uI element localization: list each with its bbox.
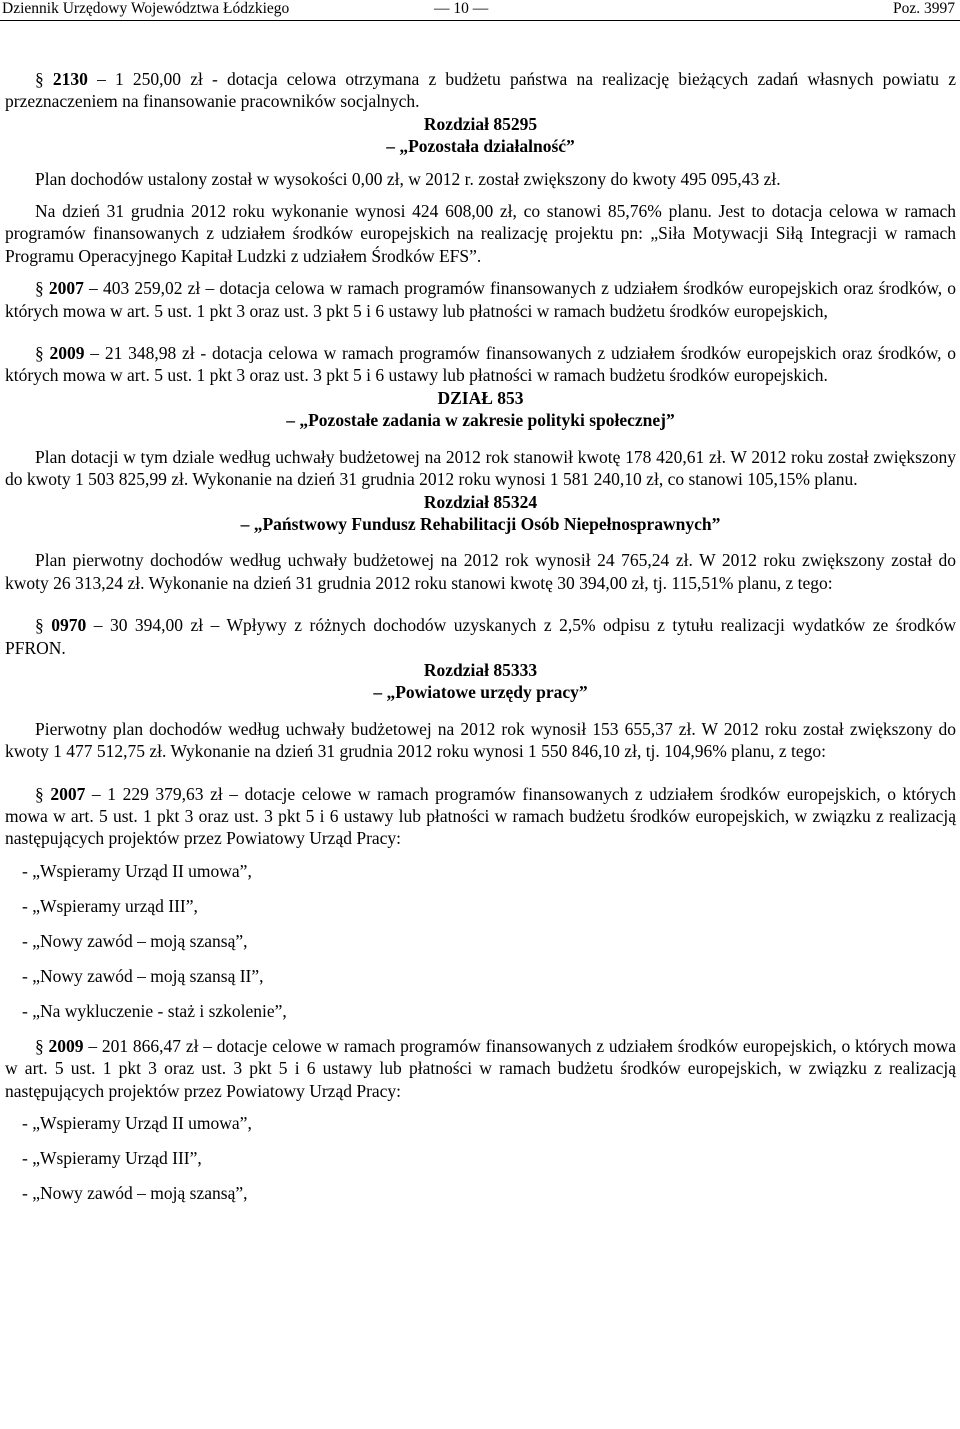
chapter-85333-title: Rozdział 85333 <box>423 659 538 680</box>
division-853-text: Plan dotacji w tym dziale według uchwały budżetowej na 2012 rok stanowił kwotę 178 420,61 zł. W 2012 roku został zwiększony do kwoty 1 503 825,99 zł. Wykonanie na dzień 31 grudnia 2012 roku wynosi 1 581 240,10 zł, co stanowi 105,15% planu. <box>5 446 956 490</box>
list-item: - „Nowy zawód – moją szansą II”, <box>22 965 264 986</box>
project-list-2009 <box>5 1112 956 1204</box>
chapter-85333-subtitle: – „Powiatowe urzędy pracy” <box>373 682 588 703</box>
paragraph-text: – 30 394,00 zł – Wpływy z różnych dochodów uzyskanych z 2,5% odpisu z tytułu realizacji wydatków ze środków PFRON. <box>5 615 956 658</box>
chapter-85295-execution: Na dzień 31 grudnia 2012 roku wykonanie wynosi 424 608,00 zł, co stanowi 85,76% planu. Jest to dotacja celowa w ramach programów finansowanych z udziałem środków europejskich na realizację projektu pn: „Siła Motywacji Siłą Integracji w ramach Programu Operacyjnego Kapitał Ludzki z udziałem Środków EFS”. <box>5 201 956 266</box>
paragraph-2009-pup: § 2009 – 201 866,47 zł – dotacje celowe w ramach programów finansowanych z udziałem środków europejskich, o których mowa w art. 5 ust. 1 pkt 3 oraz ust. 3 pkt 5 i 6 ustawy lub płatności w ramach budżetu środków europejskich, w związku z realizacją następujących projektów przez Powiatowy Urząd Pracy: <box>5 1035 956 1101</box>
paragraph-text: – 201 866,47 zł – dotacje celowe w ramach programów finansowanych z udziałem środków europejskich, o których mowa w art. 5 ust. 1 pkt 3 oraz ust. 3 pkt 5 i 6 ustawy lub płatności w ramach budżetu środków europejskich, w związku z realizacją następujących projektów przez Powiatowy Urząd Pracy: <box>5 1035 956 1101</box>
paragraph-text: – 403 259,02 zł – dotacja celowa w ramach programów finansowanych z udziałem środków europejskich oraz środków, o których mowa w art. 5 ust. 1 pkt 3 oraz ust. 3 pkt 5 i 6 ustawy lub płatności w ramach budżetu środków europejskich, <box>5 278 957 321</box>
classification-code: 0970 <box>51 615 87 636</box>
list-item: - „Wspieramy Urząd II umowa”, <box>22 1113 252 1133</box>
list-item: - „Wspieramy urząd III”, <box>22 895 198 916</box>
classification-code: 2007 <box>50 783 86 804</box>
project-list-2007 <box>5 860 956 1022</box>
page-header <box>0 0 960 18</box>
chapter-85333-text: Pierwotny plan dochodów według uchwały budżetowej na 2012 rok wynosił 153 655,37 zł. W 2012 roku został zwiększony do kwoty 1 477 512,75 zł. Wykonanie na dzień 31 grudnia 2012 roku wynosi 1 550 846,10 zł, tj. 104,96% planu, z tego: <box>5 718 956 762</box>
chapter-85295-subtitle: – „Pozostała działalność” <box>386 136 575 157</box>
paragraph-2130 <box>5 68 956 113</box>
classification-code: 2007 <box>48 278 84 299</box>
chapter-85295-plan: Plan dochodów ustalony został w wysokości 0,00 zł, w 2012 r. został zwiększony do kwoty 495 095,43 zł. <box>35 168 781 189</box>
division-853-subtitle: – „Pozostałe zadania w zakresie polityki społecznej” <box>286 410 675 431</box>
chapter-85324-title: Rozdział 85324 <box>423 491 538 512</box>
paragraph-2009: § 2009 – 21 348,98 zł - dotacja celowa w ramach programów finansowanych z udziałem środków europejskich oraz środków, o których mowa w art. 5 ust. 1 pkt 3 oraz ust. 3 pkt 5 i 6 ustawy lub płatności w ramach budżetu środków europejskich. <box>5 343 957 386</box>
header-divider <box>0 20 960 21</box>
list-item: - „Nowy zawód – moją szansą”, <box>22 930 248 951</box>
division-853-title: DZIAŁ 853 <box>437 387 524 408</box>
document-body <box>5 68 956 1217</box>
paragraph-2007-pup: § 2007 – 1 229 379,63 zł – dotacje celowe w ramach programów finansowanych z udziałem środków europejskich, o których mowa w art. 5 ust. 1 pkt 3 oraz ust. 3 pkt 5 i 6 ustawy lub płatności w ramach budżetu środków europejskich, w związku z realizacją następujących projektów przez Powiatowy Urząd Pracy: <box>5 783 956 849</box>
paragraph-0970: § 0970 – 30 394,00 zł – Wpływy z różnych dochodów uzyskanych z 2,5% odpisu z tytułu realizacji wydatków ze środków PFRON. <box>5 615 956 658</box>
journal-title: Dziennik Urzędowy Województwa Łódzkiego <box>2 0 290 17</box>
classification-code: 2130 <box>52 69 88 89</box>
paragraph-text: – 21 348,98 zł - dotacja celowa w ramach programów finansowanych z udziałem środków europejskich oraz środków, o których mowa w art. 5 ust. 1 pkt 3 oraz ust. 3 pkt 5 i 6 ustawy lub płatności w ramach budżetu środków europejskich. <box>5 343 957 386</box>
section-mark: § <box>35 69 53 89</box>
page-number: — 10 — <box>434 0 489 17</box>
chapter-85324-subtitle: – „Państwowy Fundusz Rehabilitacji Osób Niepełnosprawnych” <box>240 513 721 534</box>
position-number: Poz. 3997 <box>893 0 955 17</box>
chapter-85324-text: Plan pierwotny dochodów według uchwały budżetowej na 2012 rok wynosił 24 765,24 zł. W 2012 roku zwiększony został do kwoty 26 313,24 zł. Wykonanie na dzień 31 grudnia 2012 roku stanowi kwotę 30 394,00 zł, tj. 115,51% planu, z tego: <box>5 550 956 593</box>
chapter-85295-title: Rozdział 85295 <box>423 113 538 134</box>
paragraph-text: – 1 229 379,63 zł – dotacje celowe w ramach programów finansowanych z udziałem środków europejskich, o których mowa w art. 5 ust. 1 pkt 3 oraz ust. 3 pkt 5 i 6 ustawy lub płatności w ramach budżetu środków europejskich, w związku z realizacją następujących projektów przez Powiatowy Urząd Pracy: <box>5 783 956 849</box>
classification-code: 2009 <box>49 343 85 364</box>
paragraph-text: – 1 250,00 zł - dotacja celowa otrzymana z budżetu państwa na realizację bieżących zadań własnych powiatu z przeznaczeniem na finansowanie pracowników socjalnych. <box>5 69 956 112</box>
classification-code: 2009 <box>48 1035 84 1056</box>
paragraph-2007: § 2007 – 403 259,02 zł – dotacja celowa w ramach programów finansowanych z udziałem środków europejskich oraz środków, o których mowa w art. 5 ust. 1 pkt 3 oraz ust. 3 pkt 5 i 6 ustawy lub płatności w ramach budżetu środków europejskich, <box>5 278 957 321</box>
list-item: - „Wspieramy Urząd III”, <box>22 1148 202 1168</box>
list-item: - „Na wykluczenie - staż i szkolenie”, <box>22 1000 287 1021</box>
list-item: - „Nowy zawód – moją szansą”, <box>22 1183 248 1203</box>
list-item: - „Wspieramy Urząd II umowa”, <box>22 860 252 881</box>
